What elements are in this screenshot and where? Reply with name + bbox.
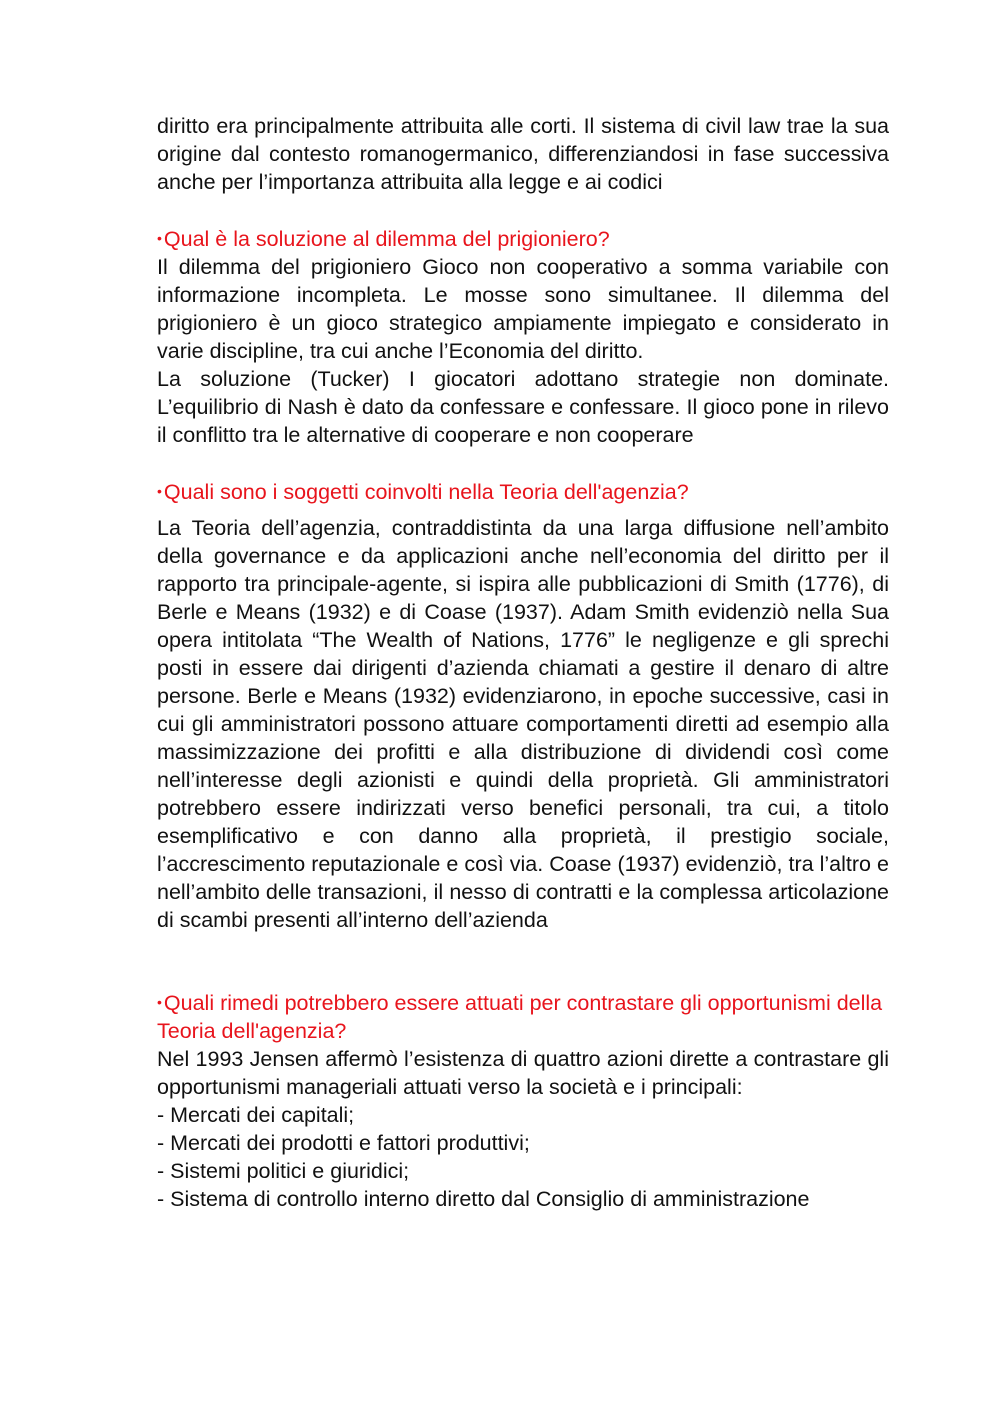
bullet-icon: • bbox=[157, 994, 162, 1010]
question-agency-remedies bbox=[157, 988, 889, 1045]
question-prisoner-dilemma bbox=[157, 224, 889, 253]
list-item: - Mercati dei capitali; bbox=[157, 1103, 355, 1127]
answer-paragraph-1: Il dilemma del prigioniero Gioco non cooperativo a somma variabile con informazione incompleta. Le mosse sono simultanee. Il dilemma del prigioniero è un gioco strategico ampiamente impiegato e considerato in varie discipline, tra cui anche l’Economia del diritto. bbox=[157, 255, 889, 363]
list-item: - Sistemi politici e giuridici; bbox=[157, 1159, 410, 1183]
answer-paragraph: La Teoria dell’agenzia, contraddistinta da una larga diffusione nell’ambito della governance e da applicazioni anche nell’economia del diritto per il rapporto tra principale-agente, si ispira alle pubblicazioni di Smith (1776), di Berle e Means (1932) e di Coase (1937). Adam Smith evidenziò nella Sua opera intitolata “The Wealth of Nations, 1776” le negligenze e gli sprechi posti in essere dai dirigenti d’azienda chiamati a gestire il denaro di altre persone. Berle e Means (1932) evidenziarono, in epoche successive, casi in cui gli amministratori possono attuare comportamenti diretti ad esempio alla massimizzazione dei profitti e alla distribuzione di dividendi così come nell’interesse degli azionisti e quindi della proprietà. Gli amministratori potrebbero essere indirizzati verso benefici personali, tra cui, a titolo esemplificativo e con danno alla proprietà, il prestigio sociale, l’accrescimento reputazionale e così via. Coase (1937) evidenziò, tra l’altro e nell’ambito delle transazioni, il nesso di contratti e la complessa articolazione di scambi presenti all’interno dell’azienda bbox=[157, 516, 889, 932]
list-item: - Mercati dei prodotti e fattori produttivi; bbox=[157, 1131, 530, 1155]
question-text: Quali sono i soggetti coinvolti nella Teoria dell'agenzia? bbox=[163, 480, 689, 504]
spacer bbox=[157, 449, 889, 477]
bullet-icon: • bbox=[157, 483, 162, 499]
remedies-list bbox=[157, 1101, 889, 1213]
answer-paragraph-2: La soluzione (Tucker) I giocatori adottano strategie non dominate. L’equilibrio di Nash è dato da confessare e confessare. Il gioco pone in rilevo il conflitto tra le alternative di cooperare e non cooperare bbox=[157, 367, 889, 447]
intro-paragraph: diritto era principalmente attribuita alle corti. Il sistema di civil law trae la sua origine dal contesto romanogermanico, differenziandosi in fase successiva anche per l’importanza attribuita alla legge e ai codici bbox=[157, 114, 889, 194]
spacer bbox=[157, 934, 889, 988]
question-text: Qual è la soluzione al dilemma del prigioniero? bbox=[163, 227, 610, 251]
document-page bbox=[157, 112, 889, 1213]
answer-paragraph: Nel 1993 Jensen affermò l’esistenza di quattro azioni dirette a contrastare gli opportunismi manageriali attuati verso la società e i principali: bbox=[157, 1047, 889, 1099]
question-text: Quali rimedi potrebbero essere attuati per contrastare gli opportunismi della Teoria dell'agenzia? bbox=[157, 991, 883, 1043]
question-agency-subjects bbox=[157, 477, 889, 506]
spacer bbox=[157, 506, 889, 514]
bullet-icon: • bbox=[157, 230, 162, 246]
list-item: - Sistema di controllo interno diretto dal Consiglio di amministrazione bbox=[157, 1187, 810, 1211]
spacer bbox=[157, 196, 889, 224]
